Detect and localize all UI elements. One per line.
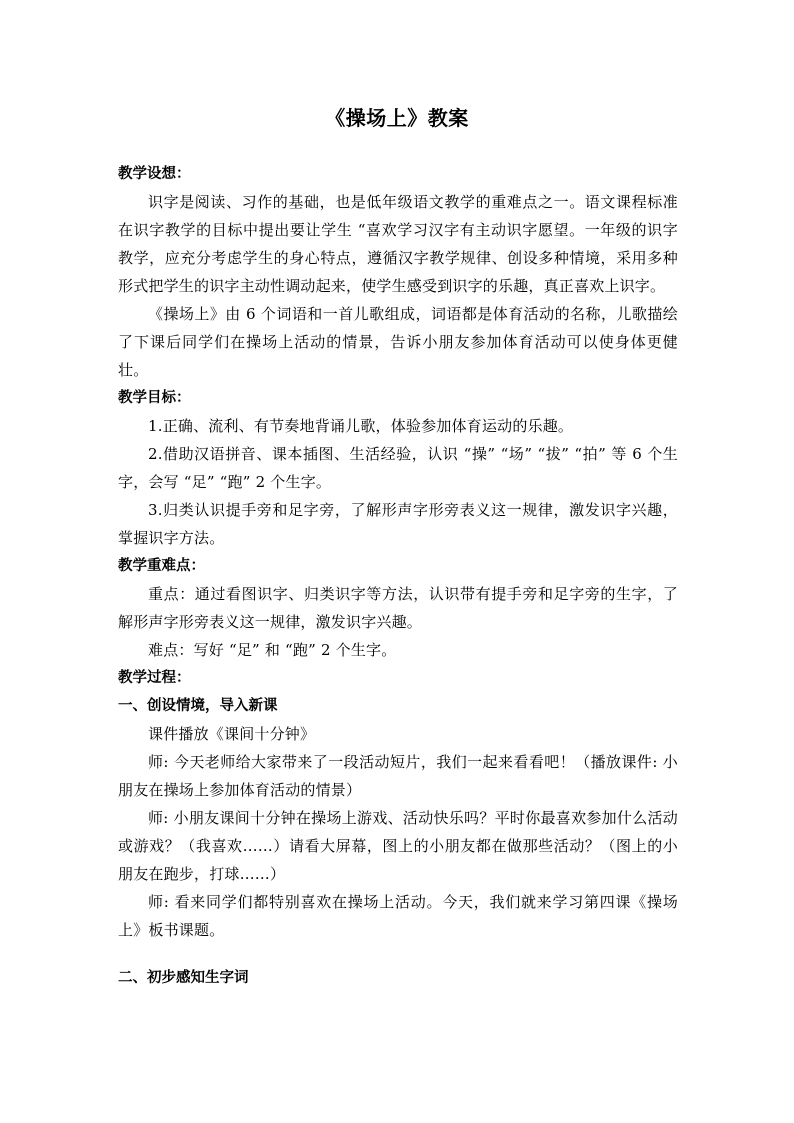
paragraph: 师: 小朋友课间十分钟在操场上游戏、活动快乐吗？平时你最喜欢参加什么活动或游戏？（我喜欢……）请看大屏幕，图上的小朋友都在做那些活动？（图上的小朋友在跑步，打球……） <box>118 809 678 883</box>
spacer <box>118 944 678 964</box>
paragraph: 师: 看来同学们都特别喜欢在操场上活动。今天，我们就来学习第四课《操场上》板书课题。 <box>118 893 678 939</box>
paragraph: 3.归类认识提手旁和足字旁，了解形声字形旁表义这一规律，激发识字兴趣，掌握识字方法。 <box>118 501 678 547</box>
section-heading-process: 教学过程： <box>118 670 191 686</box>
subsection-heading-1: 一、创设情境，导入新课 <box>118 698 278 714</box>
paragraph: 重点：通过看图识字、归类识字等方法，认识带有提手旁和足字旁的生字，了解形声字形旁表义这一规律，激发识字兴趣。 <box>118 585 678 631</box>
document-body <box>118 160 678 992</box>
document-title: 《操场上》教案 <box>325 106 469 130</box>
paragraph: 1.正确、流利、有节奏地背诵儿歌，体验参加体育运动的乐趣。 <box>148 417 574 435</box>
paragraph: 课件播放《课间十分钟》 <box>148 725 316 743</box>
paragraph: 2.借助汉语拼音、课本插图、生活经验，认识 “操” “场” “拔” “拍” 等 6 个生字，会写 “足” “跑” 2 个生字。 <box>118 445 678 491</box>
subsection-heading-2: 二、初步感知生字词 <box>118 970 249 986</box>
section-heading-goals: 教学目标： <box>118 390 191 406</box>
section-heading-design: 教学设想： <box>118 166 191 182</box>
section-heading-key-points: 教学重难点： <box>118 558 205 574</box>
paragraph: 师: 今天老师给大家带来了一段活动短片，我们一起来看看吧！（播放课件: 小朋友在操场上参加体育活动的情景） <box>118 753 678 799</box>
paragraph: 《操场上》由 6 个词语和一首儿歌组成，词语都是体育活动的名称，儿歌描绘了下课后同学们在操场上活动的情景，告诉小朋友参加体育活动可以使身体更健壮。 <box>118 305 678 379</box>
paragraph: 识字是阅读、习作的基础，也是低年级语文教学的重难点之一。语文课程标准在识字教学的目标中提出要让学生 “喜欢学习汉字有主动识字愿望。一年级的识字教学，应充分考虑学生的身心特点，遵循汉字教学规律、创设多种情境，采用多种形式把学生的识字主动性调动起来，使学生感受到识字的乐趣，真正喜欢上识字。 <box>118 193 678 295</box>
paragraph: 难点：写好 “足” 和 “跑” 2 个生字。 <box>148 641 397 659</box>
